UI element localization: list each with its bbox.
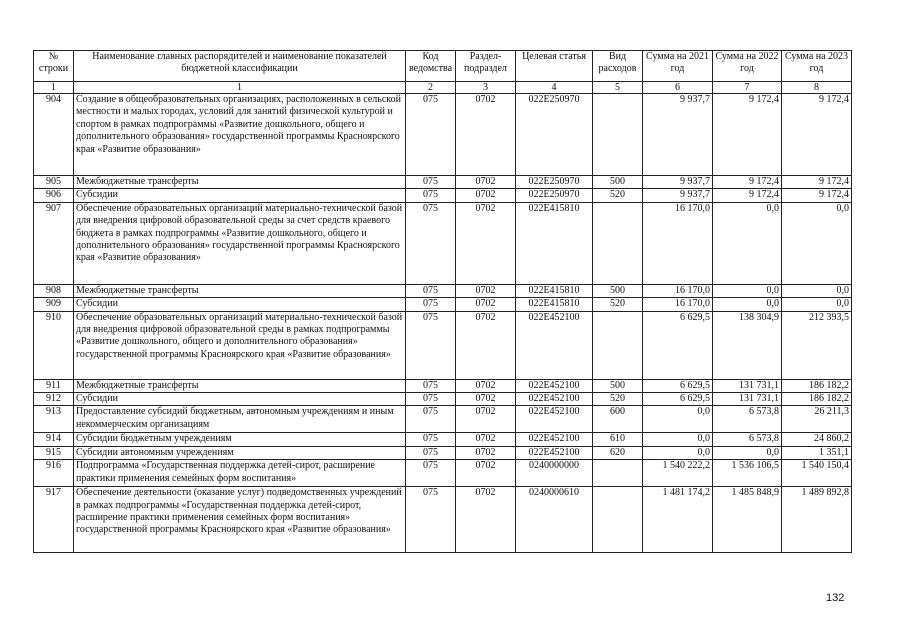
table-row <box>34 298 852 311</box>
row-sum-2021: 9 937,7 <box>643 189 713 202</box>
row-num: 908 <box>34 284 74 297</box>
row-dept: 075 <box>406 487 456 553</box>
header-2021: Сумма на 2021 год <box>643 51 713 82</box>
row-target: 022E452100 <box>516 406 593 433</box>
row-sum-2021: 6 629,5 <box>643 393 713 406</box>
row-name: Предоставление субсидий бюджетным, автономным учреждениям и иным некоммерческим организациям <box>74 406 406 433</box>
row-sum-2021: 1 481 174,2 <box>643 487 713 553</box>
row-num: 911 <box>34 379 74 392</box>
row-sum-2022: 9 172,4 <box>713 189 782 202</box>
table-row <box>34 446 852 459</box>
row-name: Субсидии бюджетным учреждениям <box>74 433 406 446</box>
row-num: 905 <box>34 176 74 189</box>
row-name: Субсидии <box>74 189 406 202</box>
row-num: 914 <box>34 433 74 446</box>
table-row <box>34 393 852 406</box>
row-section: 0702 <box>456 311 516 379</box>
row-section: 0702 <box>456 176 516 189</box>
row-exptype <box>593 460 643 487</box>
row-sum-2021: 0,0 <box>643 406 713 433</box>
row-dept: 075 <box>406 393 456 406</box>
row-name: Создание в общеобразовательных организациях, расположенных в сельской местности и малых городах, условий для занятий физической культурой и спортом в рамках подпрограммы «Развитие дошкольного, общего и дополнительного образования» государственной программы Красноярского края «Развитие образования» <box>74 94 406 176</box>
row-num: 904 <box>34 94 74 176</box>
row-exptype <box>593 311 643 379</box>
table-body <box>34 94 852 553</box>
row-target: 022E452100 <box>516 433 593 446</box>
row-sum-2022: 0,0 <box>713 202 782 284</box>
column-index: 2 <box>406 82 456 94</box>
row-name: Межбюджетные трансферты <box>74 284 406 297</box>
row-target: 0240000610 <box>516 487 593 553</box>
row-sum-2022: 131 731,1 <box>713 379 782 392</box>
column-index: 4 <box>516 82 593 94</box>
row-dept: 075 <box>406 460 456 487</box>
column-index: 3 <box>456 82 516 94</box>
row-dept: 075 <box>406 202 456 284</box>
table-row <box>34 94 852 176</box>
row-sum-2021: 6 629,5 <box>643 311 713 379</box>
row-sum-2021: 16 170,0 <box>643 202 713 284</box>
row-num: 915 <box>34 446 74 459</box>
table-row <box>34 379 852 392</box>
row-sum-2022: 9 172,4 <box>713 176 782 189</box>
header-dept: Код ведомства <box>406 51 456 82</box>
row-section: 0702 <box>456 202 516 284</box>
header-2023: Сумма на 2023 год <box>782 51 852 82</box>
table-row <box>34 176 852 189</box>
row-exptype: 500 <box>593 379 643 392</box>
row-exptype <box>593 202 643 284</box>
row-exptype: 520 <box>593 393 643 406</box>
row-num: 913 <box>34 406 74 433</box>
row-exptype: 500 <box>593 284 643 297</box>
row-dept: 075 <box>406 94 456 176</box>
row-section: 0702 <box>456 487 516 553</box>
row-dept: 075 <box>406 406 456 433</box>
row-dept: 075 <box>406 433 456 446</box>
row-num: 917 <box>34 487 74 553</box>
row-sum-2021: 9 937,7 <box>643 176 713 189</box>
row-name: Межбюджетные трансферты <box>74 379 406 392</box>
header-section: Раздел-подраздел <box>456 51 516 82</box>
row-sum-2021: 6 629,5 <box>643 379 713 392</box>
row-dept: 075 <box>406 379 456 392</box>
row-num: 906 <box>34 189 74 202</box>
table-row <box>34 487 852 553</box>
row-name: Межбюджетные трансферты <box>74 176 406 189</box>
table-row <box>34 189 852 202</box>
table-header <box>34 51 852 94</box>
row-sum-2021: 1 540 222,2 <box>643 460 713 487</box>
row-target: 022E250970 <box>516 189 593 202</box>
table-row <box>34 406 852 433</box>
table-row <box>34 311 852 379</box>
row-dept: 075 <box>406 284 456 297</box>
row-name: Субсидии автономным учреждениям <box>74 446 406 459</box>
row-num: 916 <box>34 460 74 487</box>
row-section: 0702 <box>456 284 516 297</box>
row-section: 0702 <box>456 433 516 446</box>
row-dept: 075 <box>406 189 456 202</box>
table-row <box>34 284 852 297</box>
row-sum-2023: 26 211,3 <box>782 406 852 433</box>
row-sum-2021: 0,0 <box>643 433 713 446</box>
row-sum-2022: 1 485 848,9 <box>713 487 782 553</box>
row-name: Обеспечение образовательных организаций материально-технической базой для внедрения цифровой образовательной среды за счет средств краевого бюджета в рамках подпрограммы «Развитие дошкольного, общего и дополнительного образования» государственной программы Красноярского края «Развитие образования» <box>74 202 406 284</box>
row-name: Субсидии <box>74 298 406 311</box>
column-index: 7 <box>713 82 782 94</box>
header-2022: Сумма на 2022 год <box>713 51 782 82</box>
row-sum-2021: 0,0 <box>643 446 713 459</box>
row-target: 0240000000 <box>516 460 593 487</box>
row-section: 0702 <box>456 298 516 311</box>
row-sum-2022: 6 573,8 <box>713 433 782 446</box>
table-row <box>34 460 852 487</box>
row-target: 022E452100 <box>516 393 593 406</box>
row-name: Подпрограмма «Государственная поддержка детей-сирот, расширение практики применения семейных форм воспитания» <box>74 460 406 487</box>
row-exptype: 500 <box>593 176 643 189</box>
table-row <box>34 202 852 284</box>
row-name: Обеспечение деятельности (оказание услуг) подведомственных учреждений в рамках подпрограммы «Государственная поддержка детей-сирот, расширение практики применения семейных форм воспитания» государственной программы Красноярского края «Развитие образования» <box>74 487 406 553</box>
column-index: 1 <box>74 82 406 94</box>
column-index: 5 <box>593 82 643 94</box>
row-sum-2023: 1 540 150,4 <box>782 460 852 487</box>
row-sum-2023: 0,0 <box>782 298 852 311</box>
budget-table <box>33 50 852 553</box>
row-section: 0702 <box>456 189 516 202</box>
row-sum-2022: 0,0 <box>713 446 782 459</box>
row-name: Субсидии <box>74 393 406 406</box>
row-dept: 075 <box>406 176 456 189</box>
column-index: 1 <box>34 82 74 94</box>
row-sum-2023: 24 860,2 <box>782 433 852 446</box>
row-exptype <box>593 487 643 553</box>
row-section: 0702 <box>456 379 516 392</box>
row-sum-2023: 212 393,5 <box>782 311 852 379</box>
row-sum-2023: 0,0 <box>782 202 852 284</box>
row-sum-2023: 1 351,1 <box>782 446 852 459</box>
row-sum-2022: 0,0 <box>713 284 782 297</box>
header-target: Целевая статья <box>516 51 593 82</box>
row-sum-2021: 16 170,0 <box>643 298 713 311</box>
row-sum-2021: 9 937,7 <box>643 94 713 176</box>
row-sum-2022: 138 304,9 <box>713 311 782 379</box>
row-section: 0702 <box>456 460 516 487</box>
column-index: 6 <box>643 82 713 94</box>
row-num: 909 <box>34 298 74 311</box>
row-sum-2023: 186 182,2 <box>782 379 852 392</box>
row-sum-2022: 0,0 <box>713 298 782 311</box>
row-exptype: 600 <box>593 406 643 433</box>
table-row <box>34 433 852 446</box>
row-dept: 075 <box>406 311 456 379</box>
row-sum-2023: 0,0 <box>782 284 852 297</box>
row-target: 022E415810 <box>516 202 593 284</box>
header-num: № строки <box>34 51 74 82</box>
row-section: 0702 <box>456 406 516 433</box>
row-sum-2022: 1 536 106,5 <box>713 460 782 487</box>
row-section: 0702 <box>456 446 516 459</box>
row-exptype: 520 <box>593 298 643 311</box>
row-target: 022E452100 <box>516 311 593 379</box>
row-exptype: 520 <box>593 189 643 202</box>
row-target: 022E452100 <box>516 446 593 459</box>
row-sum-2022: 6 573,8 <box>713 406 782 433</box>
row-num: 912 <box>34 393 74 406</box>
row-sum-2022: 131 731,1 <box>713 393 782 406</box>
row-exptype: 620 <box>593 446 643 459</box>
row-sum-2023: 9 172,4 <box>782 94 852 176</box>
row-num: 907 <box>34 202 74 284</box>
row-exptype <box>593 94 643 176</box>
row-dept: 075 <box>406 298 456 311</box>
column-index-row <box>34 82 852 94</box>
row-sum-2022: 9 172,4 <box>713 94 782 176</box>
row-target: 022E415810 <box>516 284 593 297</box>
row-sum-2023: 9 172,4 <box>782 189 852 202</box>
row-sum-2021: 16 170,0 <box>643 284 713 297</box>
row-section: 0702 <box>456 94 516 176</box>
row-sum-2023: 1 489 892,8 <box>782 487 852 553</box>
row-dept: 075 <box>406 446 456 459</box>
row-sum-2023: 186 182,2 <box>782 393 852 406</box>
row-num: 910 <box>34 311 74 379</box>
row-section: 0702 <box>456 393 516 406</box>
row-name: Обеспечение образовательных организаций материально-технической базой для внедрения цифровой образовательной среды в рамках подпрограммы «Развитие дошкольного, общего и дополнительного образования» государственной программы Красноярского края «Развитие образования» <box>74 311 406 379</box>
column-index: 8 <box>782 82 852 94</box>
page-number: 132 <box>826 592 845 604</box>
row-target: 022E415810 <box>516 298 593 311</box>
row-target: 022E452100 <box>516 379 593 392</box>
row-sum-2023: 9 172,4 <box>782 176 852 189</box>
header-name: Наименование главных распорядителей и наименование показателей бюджетной классификации <box>74 51 406 82</box>
row-target: 022E250970 <box>516 94 593 176</box>
header-exptype: Вид расходов <box>593 51 643 82</box>
row-exptype: 610 <box>593 433 643 446</box>
row-target: 022E250970 <box>516 176 593 189</box>
